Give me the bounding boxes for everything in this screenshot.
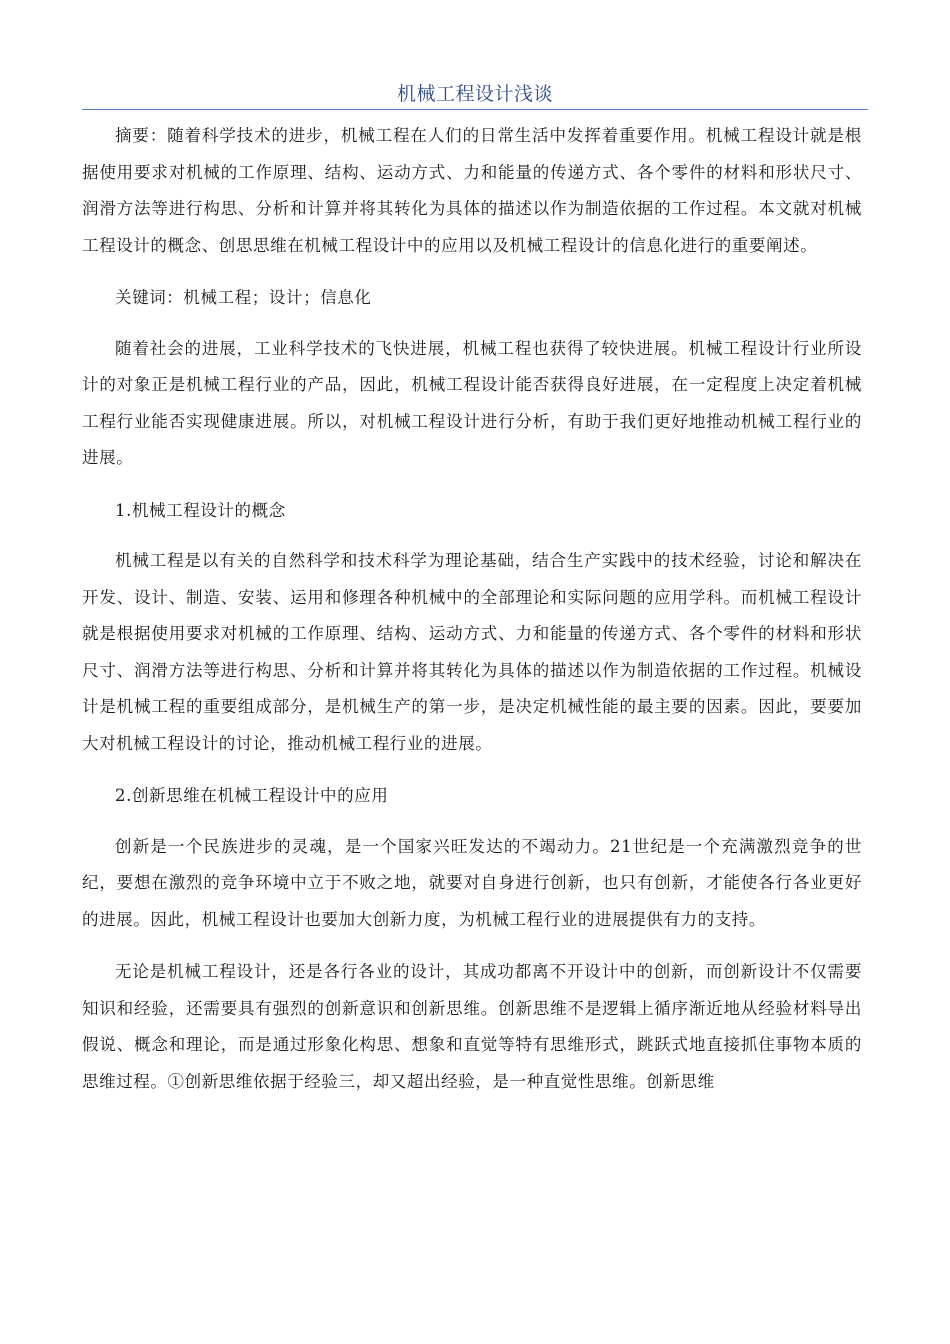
title-divider bbox=[82, 109, 868, 110]
document-body bbox=[82, 118, 862, 1116]
document-title: 机械工程设计浅谈 bbox=[396, 83, 553, 105]
abstract-paragraph: 摘要：随着科学技术的进步，机械工程在人们的日常生活中发挥着重要作用。机械工程设计就是根据使用要求对机械的工作原理、结构、运动方式、力和能量的传递方式、各个零件的材料和形状尺寸、润滑方法等进行构思、分析和计算并将其转化为具体的描述以作为制造依据的工作过程。本文就对机械工程设计的概念、创思思维在机械工程设计中的应用以及机械工程设计的信息化进行的重要阐述。 bbox=[82, 126, 862, 255]
section-1-paragraph: 机械工程是以有关的自然科学和技术科学为理论基础，结合生产实践中的技术经验，讨论和解决在开发、设计、制造、安装、运用和修理各种机械中的全部理论和实际问题的应用学科。而机械工程设计就是根据使用要求对机械的工作原理、结构、运动方式、力和能量的传递方式、各个零件的材料和形状尺寸、润滑方法等进行构思、分析和计算并将其转化为具体的描述以作为制造依据的工作过程。机械设计是机械工程的重要组成部分，是机械生产的第一步，是决定机械性能的最主要的因素。因此，要要加大对机械工程设计的讨论，推动机械工程行业的进展。 bbox=[82, 551, 862, 753]
section-heading-1: 1.机械工程设计的概念 bbox=[115, 500, 286, 520]
section-heading-2: 2.创新思维在机械工程设计中的应用 bbox=[115, 786, 389, 805]
section-2-paragraph-2: 无论是机械工程设计，还是各行各业的设计，其成功都离不开设计中的创新，而创新设计不仅需要知识和经验，还需要具有强烈的创新意识和创新思维。创新思维不是逻辑上循序渐近地从经验材料导出假说、概念和理论，而是通过形象化构思、想象和直觉等特有思维形式，跳跃式地直接抓住事物本质的思维过程。①创新思维依据于经验三，却又超出经验，是一种直觉性思维。创新思维 bbox=[82, 962, 862, 1091]
intro-paragraph: 随着社会的进展，工业科学技术的飞快进展，机械工程也获得了较快进展。机械工程设计行业所设计的对象正是机械工程行业的产品，因此，机械工程设计能否获得良好进展，在一定程度上决定着机械工程行业能否实现健康进展。所以，对机械工程设计进行分析，有助于我们更好地推动机械工程行业的进展。 bbox=[82, 338, 862, 467]
section-2-paragraph-1: 创新是一个民族进步的灵魂，是一个国家兴旺发达的不竭动力。21世纪是一个充满激烈竞争的世纪，要想在激烈的竞争环境中立于不败之地，就要对自身进行创新，也只有创新，才能使各行各业更好的进展。因此，机械工程设计也要加大创新力度，为机械工程行业的进展提供有力的支持。 bbox=[82, 836, 862, 929]
keywords-paragraph: 关键词：机械工程；设计；信息化 bbox=[115, 288, 372, 307]
